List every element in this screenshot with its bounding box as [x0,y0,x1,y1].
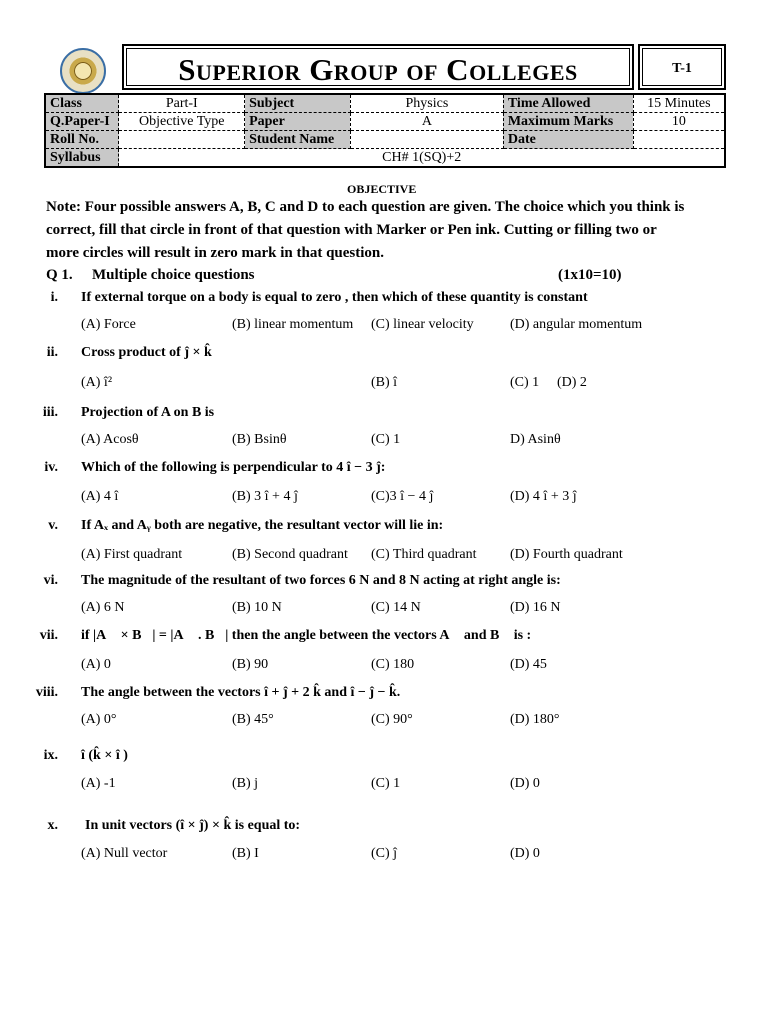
syllabus-value: CH# 1(SQ)+2 [119,149,725,168]
question-number: vi. [43,573,58,588]
answer-option[interactable]: (C) Third quadrant [371,547,477,562]
answer-option[interactable]: (B) I [232,846,259,861]
question-text: if |A⃗ × B⃗| = |A⃗ . B⃗| then the angle between the vectors A⃗ and B⃗ is : [81,628,532,643]
paper-label: Paper [245,113,351,131]
qpaper-value: Objective Type [119,113,245,131]
answer-option[interactable]: (D) 45 [510,657,547,672]
answer-option[interactable]: (A) Force [81,317,136,332]
header-row [45,113,725,131]
answer-option[interactable]: (C) 90° [371,712,413,727]
answer-option[interactable]: (A) -1 [81,776,116,791]
max-marks-value: 10 [633,113,725,131]
answer-option[interactable]: (B) Second quadrant [232,547,348,562]
question-text: Which of the following is perpendicular to 4 î − 3 ĵ: [81,460,386,475]
question-text: The angle between the vectors î + ĵ + 2 k̂ and î − ĵ − k̂. [81,685,401,700]
question-text: The magnitude of the resultant of two forces 6 N and 8 N acting at right angle is: [81,573,561,588]
roll-no-label: Roll No. [45,131,119,149]
answer-option[interactable]: D) Asinθ [510,432,561,447]
answer-option[interactable]: (D) 2 [557,375,587,390]
question-number: i. [50,290,58,305]
subject-value: Physics [350,94,503,113]
answer-option[interactable]: (D) 16 N [510,600,561,615]
paper-code: T-1 [638,44,726,90]
question-number: ii. [46,345,58,360]
max-marks-label: Maximum Marks [503,113,633,131]
answer-option[interactable]: (D) 4 î + 3 ĵ [510,489,577,504]
question-text: If external torque on a body is equal to zero , then which of these quantity is constant [81,290,588,305]
date-field[interactable] [633,131,725,149]
question-text: In unit vectors (î × ĵ) × k̂ is equal to: [85,818,301,833]
paper-value: A [350,113,503,131]
answer-option[interactable]: (B) 45° [232,712,274,727]
answer-option[interactable]: (A) 0° [81,712,117,727]
question-number: vii. [39,628,58,643]
answer-option[interactable]: (A) 0 [81,657,111,672]
class-label: Class [45,94,119,113]
answer-option[interactable]: (C) 1 [371,432,401,447]
header-table [44,93,726,168]
answer-option[interactable]: (B) linear momentum [232,317,354,332]
q1-title: Multiple choice questions [92,267,255,283]
title-box [122,44,634,90]
answer-option[interactable]: (D) 0 [510,846,540,861]
answer-option[interactable]: (A) Acosθ [81,432,139,447]
answer-option[interactable]: (B) j [232,776,259,791]
header-row [45,94,725,113]
answer-option[interactable]: (A) 4 î [81,489,119,504]
question-text: Cross product of ĵ × k̂ [81,345,212,360]
question-number: iii. [42,405,58,420]
answer-option[interactable]: (C) linear velocity [371,317,474,332]
answer-option[interactable]: (C) 180 [371,657,415,672]
student-name-field[interactable] [350,131,503,149]
answer-option[interactable]: (C) 14 N [371,600,421,615]
answer-option[interactable]: (D) Fourth quadrant [510,547,623,562]
subject-label: Subject [245,94,351,113]
answer-option[interactable]: (B) 90 [232,657,269,672]
date-label: Date [503,131,633,149]
q1-number: Q 1. [46,267,73,283]
question-number: viii. [35,685,58,700]
answer-option[interactable]: (A) 6 N [81,600,125,615]
header-row [45,149,725,168]
answer-option[interactable]: (C) 1 [371,776,401,791]
answer-option[interactable]: (D) angular momentum [510,317,643,332]
class-value: Part-I [119,94,245,113]
instructions-note: Note: Four possible answers A, B, C and D to each question are given. The choice which you think is correct, fill that circle in front of that question with Marker or Pen ink. Cutting or filling two or more circles will result in zero mark in that question. [46,199,685,261]
time-label: Time Allowed [503,94,633,113]
answer-option[interactable]: (C)3 î − 4 ĵ [371,489,434,504]
question-text: î (k̂ × î ) [81,748,128,763]
question-number: v. [48,518,58,533]
q1-marks: (1x10=10) [558,267,622,283]
answer-option[interactable]: (C) ĵ [371,846,398,861]
header-row [45,131,725,149]
answer-option[interactable]: (B) 3 î + 4 ĵ [232,489,298,504]
question-text: Projection of A on B is [81,405,215,420]
qpaper-label: Q.Paper-I [45,113,119,131]
answer-option[interactable]: (D) 0 [510,776,540,791]
answer-option[interactable]: (D) 180° [510,712,560,727]
question-number: iv. [44,460,58,475]
question-number: ix. [43,748,58,763]
answer-option[interactable]: (B) Bsinθ [232,432,287,447]
roll-no-field[interactable] [119,131,245,149]
answer-option[interactable]: (A) Null vector [81,846,168,861]
student-name-label: Student Name [245,131,351,149]
section-heading: OBJECTIVE [347,182,417,196]
college-title: Superior Group of Colleges [178,52,578,87]
question-number: x. [47,818,58,833]
college-logo-icon [60,48,106,94]
answer-option[interactable]: (C) 1 [510,375,540,390]
question-text: If Aₓ and Aᵧ both are negative, the resultant vector will lie in: [81,518,444,533]
answer-option[interactable]: (B) î [371,375,398,390]
syllabus-label: Syllabus [45,149,119,168]
answer-option[interactable]: (A) First quadrant [81,547,183,562]
answer-option[interactable]: (A) î² [81,375,113,390]
answer-option[interactable]: (B) 10 N [232,600,282,615]
time-value: 15 Minutes [633,94,725,113]
